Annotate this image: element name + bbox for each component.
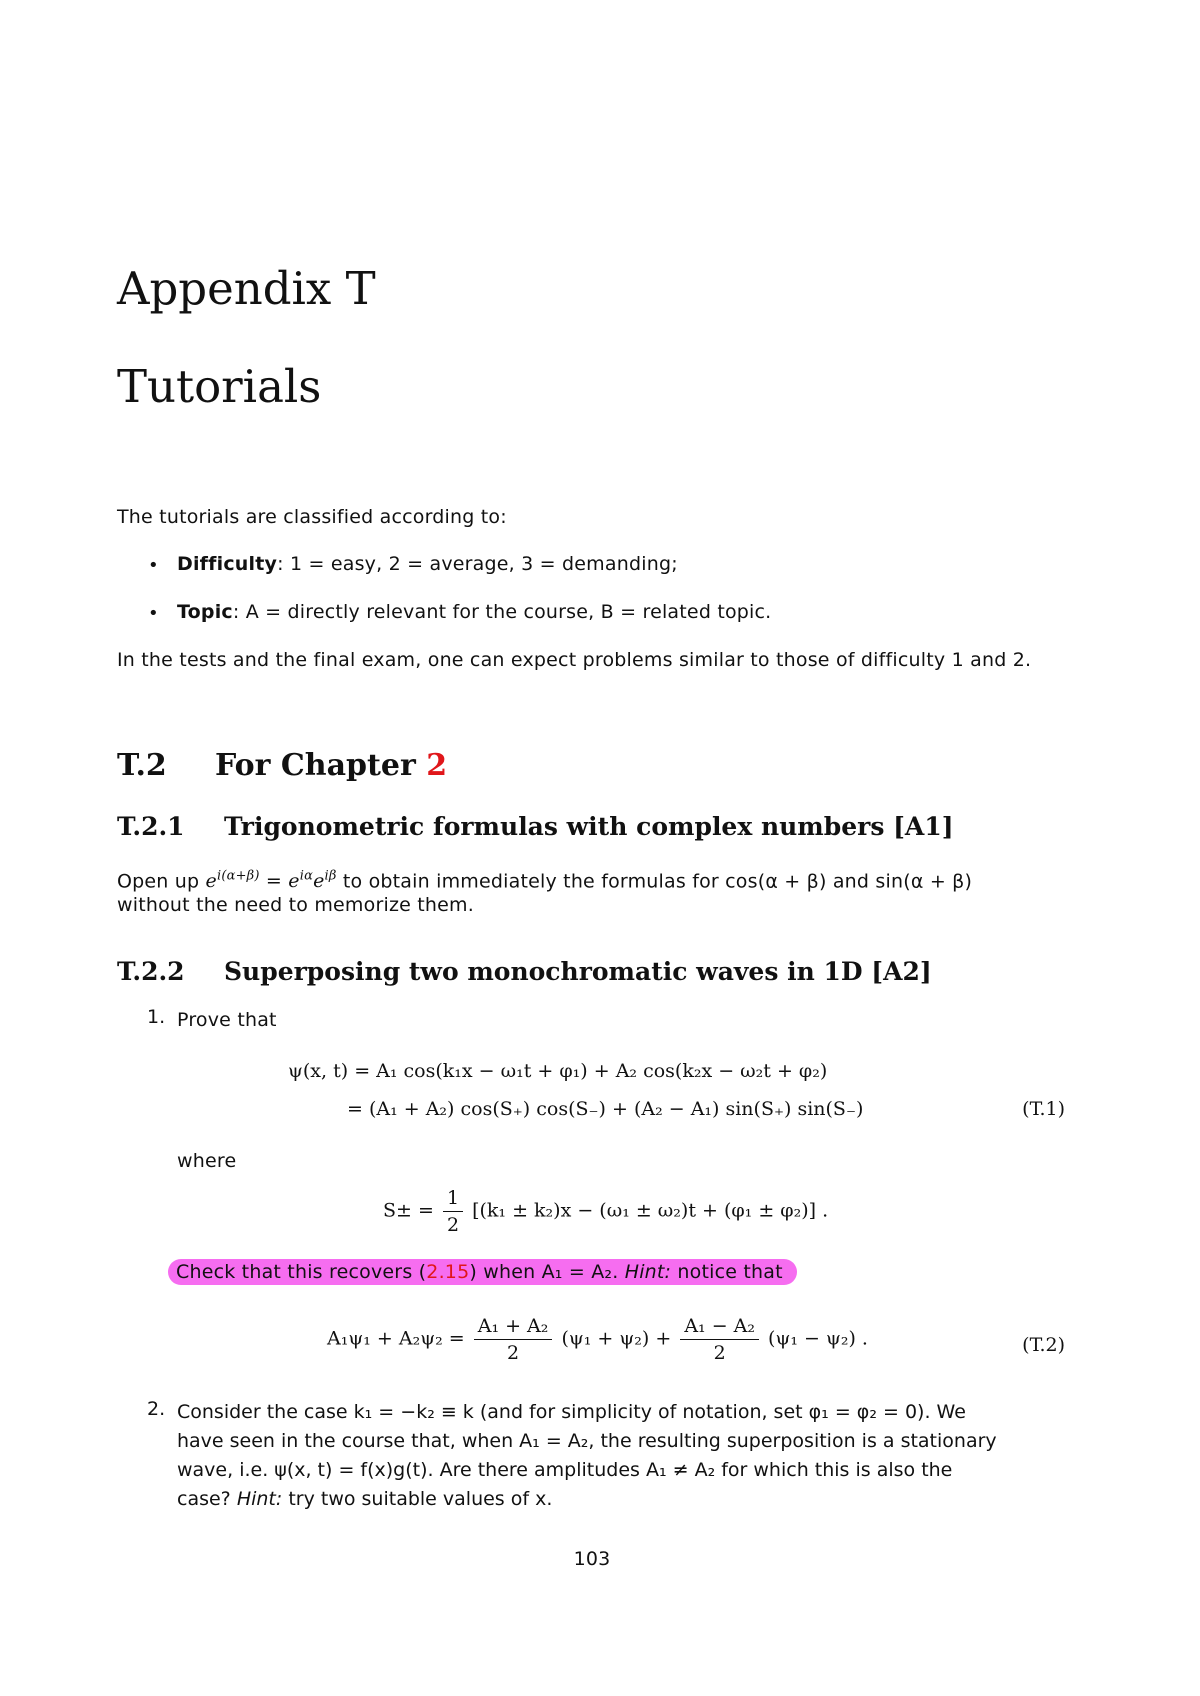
s-rhs: [(k₁ ± k₂)x − (ω₁ ± ω₂)t + (φ₁ ± φ₂)] . xyxy=(466,1199,829,1222)
bullet-topic xyxy=(177,598,771,627)
intro-note: In the tests and the final exam, one can expect problems similar to those of difficulty 1 and 2. xyxy=(117,649,1032,671)
bullet-term: Difficulty xyxy=(177,553,278,575)
bullet-dot-icon: • xyxy=(148,555,159,576)
paragraph-line xyxy=(177,1485,1067,1514)
sub1-paragraph-line2: without the need to memorize them. xyxy=(117,894,474,916)
subsection-title: Trigonometric formulas with complex numbers [A1] xyxy=(224,812,954,841)
check-text: ) when A₁ = A₂. xyxy=(469,1261,625,1283)
fraction xyxy=(443,1187,463,1236)
sub1-text: to obtain immediately the formulas for cos(α + β) and sin(α + β) xyxy=(336,870,973,893)
equation-link[interactable]: 2.15 xyxy=(426,1261,470,1283)
s-lhs: S± = xyxy=(383,1199,440,1222)
denominator: 2 xyxy=(507,1342,520,1364)
denominator: 2 xyxy=(713,1342,726,1364)
bullet-text: : A = directly relevant for the course, B = related topic. xyxy=(232,601,772,623)
sub1-text: Open up xyxy=(117,870,206,893)
check-highlight xyxy=(168,1258,797,1287)
subsection-title: Superposing two monochromatic waves in 1D [A2] xyxy=(224,957,932,986)
bullet-term: Topic xyxy=(177,601,233,623)
appendix-title: Appendix T xyxy=(117,262,376,315)
eq2-end: (ψ₁ − ψ₂) . xyxy=(762,1327,868,1350)
section-heading xyxy=(117,748,447,783)
paragraph-line: Consider the case k₁ = −k₂ ≡ k (and for simplicity of notation, set φ₁ = φ₂ = 0). We xyxy=(177,1401,966,1423)
chapter-link[interactable]: 2 xyxy=(426,748,448,783)
bullet-dot-icon: • xyxy=(148,603,159,624)
paragraph-line: have seen in the course that, when A₁ = A₂, the resulting superposition is a stationary xyxy=(177,1430,997,1452)
highlight-annotation xyxy=(168,1259,797,1285)
subsection-number: T.2.2 xyxy=(117,957,185,986)
equation-number: (T.2) xyxy=(1022,1334,1065,1356)
s-definition xyxy=(383,1187,828,1236)
eq2-mid: (ψ₁ + ψ₂) + xyxy=(555,1327,678,1350)
line-text: case? xyxy=(177,1488,237,1510)
check-text: notice that xyxy=(671,1261,783,1283)
subsection-heading-1 xyxy=(117,812,954,841)
item1-text: Prove that xyxy=(177,1009,277,1031)
equation-t2 xyxy=(327,1315,868,1364)
line-text: try two suitable values of x. xyxy=(282,1488,553,1510)
bullet-difficulty xyxy=(177,550,678,579)
list-number: 1. xyxy=(147,1006,166,1028)
equation-number: (T.1) xyxy=(1022,1098,1065,1120)
equation-line: ψ(x, t) = A₁ cos(k₁x − ω₁t + φ₁) + A₂ cos(k₂x − ω₂t + φ₂) xyxy=(288,1060,828,1082)
section-title: For Chapter xyxy=(215,748,427,783)
paragraph-line: wave, i.e. ψ(x, t) = f(x)g(t). Are there amplitudes A₁ ≠ A₂ for which this is also the xyxy=(177,1459,953,1481)
fraction xyxy=(474,1315,553,1364)
section-number: T.2 xyxy=(117,748,167,783)
equation-line: = (A₁ + A₂) cos(S₊) cos(S₋) + (A₂ − A₁) sin(S₊) sin(S₋) xyxy=(347,1098,864,1120)
hint-label: Hint: xyxy=(236,1488,283,1510)
numerator: 1 xyxy=(443,1187,463,1212)
bullet-text: : 1 = easy, 2 = average, 3 = demanding; xyxy=(277,553,678,575)
where-label: where xyxy=(177,1150,237,1172)
subsection-number: T.2.1 xyxy=(117,812,185,841)
numerator: A₁ − A₂ xyxy=(680,1315,759,1340)
numerator: A₁ + A₂ xyxy=(474,1315,553,1340)
page-number: 103 xyxy=(573,1548,611,1570)
fraction xyxy=(680,1315,759,1364)
appendix-subtitle: Tutorials xyxy=(117,360,322,413)
list-number: 2. xyxy=(147,1398,166,1420)
intro-lead: The tutorials are classified according to: xyxy=(117,506,507,528)
item2-paragraph xyxy=(177,1398,1067,1514)
check-text: Check that this recovers ( xyxy=(176,1261,427,1283)
hint-label: Hint: xyxy=(624,1261,672,1283)
subsection-heading-2 xyxy=(117,957,932,986)
denominator: 2 xyxy=(446,1214,460,1236)
euler-formula: $e^{i(\alpha+\beta)} = e^{i\alpha}e^{i\beta}$ xyxy=(205,869,337,893)
eq2-lhs: A₁ψ₁ + A₂ψ₂ = xyxy=(327,1327,471,1350)
